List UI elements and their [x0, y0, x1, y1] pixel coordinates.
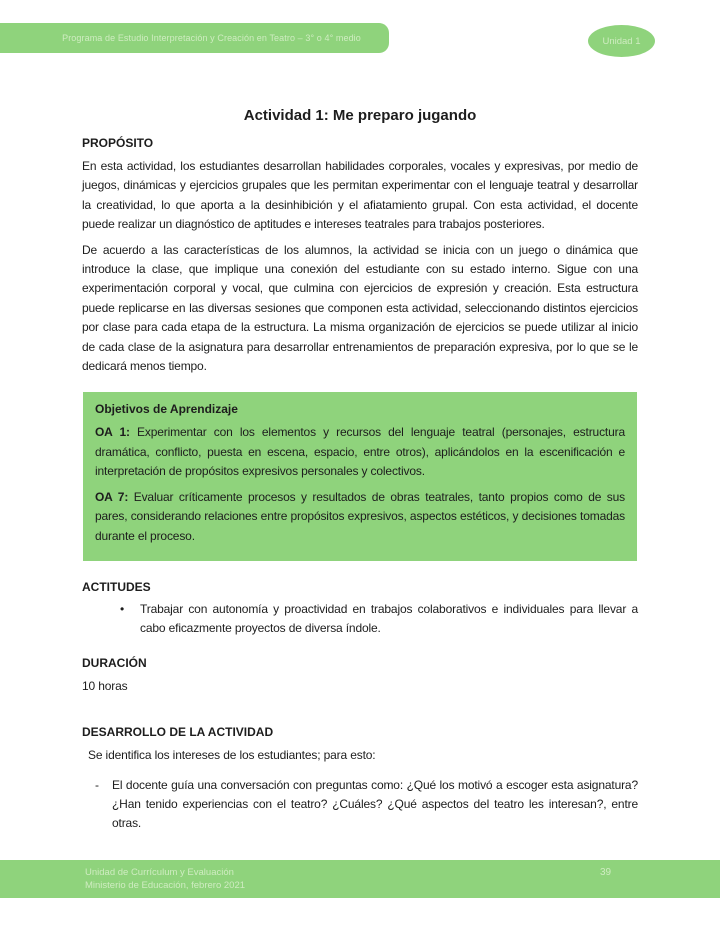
- footer-bar: [0, 860, 720, 898]
- actitudes-bullet-item: [82, 600, 638, 639]
- page-number: 39: [600, 867, 612, 878]
- oa-7-label: OA 7:: [95, 489, 129, 504]
- footer-line1: Unidad de Currículum y Evaluación: [85, 867, 234, 878]
- actitudes-heading: ACTITUDES: [82, 579, 151, 594]
- oa-item-1: [95, 423, 625, 481]
- oa-item-2: [95, 488, 625, 546]
- actitudes-bullet-text: Trabajar con autonomía y proactividad en trabajos colaborativos e individuales para llevar a cabo eficazmente proyectos de diversa índole.: [140, 601, 638, 636]
- desarrollo-intro: Se identifica los intereses de los estudiantes; para esto:: [88, 748, 376, 763]
- proposito-paragraph-1: En esta actividad, los estudiantes desarrollan habilidades corporales, vocales y expresivas, por medio de juegos, dinámicas y ejercicios grupales que les permitan experimentar con el lenguaje teatral y desarrollar la creatividad, lo que aporta a la desinhibición y el afiatamiento grupal. Con esta actividad, el docente puede realizar un diagnóstico de aptitudes e intereses teatrales para trabajos posteriores.: [82, 159, 638, 232]
- objetivos-heading: Objetivos de Aprendizaje: [95, 402, 238, 417]
- desarrollo-heading: DESARROLLO DE LA ACTIVIDAD: [82, 725, 274, 740]
- footer-text-block: [85, 866, 245, 892]
- desarrollo-dash-item: [82, 776, 638, 834]
- duracion-heading: DURACIÓN: [82, 655, 147, 670]
- oa-1-label: OA 1:: [95, 425, 130, 440]
- dash-icon: -: [95, 777, 99, 792]
- proposito-paragraph-2: De acuerdo a las características de los alumnos, la actividad se inicia con un juego o dinámica que introduce la clase, que implique una conexión del estudiante con su estado interno. Sigue con una experimentación corporal y vocal, que culmina con ejercicios de expresión y creación. Esta estructura puede replicarse en las diversas sesiones que componen esta actividad, seleccionando distintos ejercicios por clase para cada etapa de la estructura. La misma organización de ejercicios se puede utilizar al inicio de cada clase de la asignatura para desarrollar entrenamientos de preparación expresiva, por lo que se le dedicará menos tiempo.: [82, 242, 638, 374]
- duracion-value: 10 horas: [82, 678, 128, 693]
- oa-1-text: Experimentar con los elementos y recursos del lenguaje teatral (personajes, estructura dramática, conflicto, puesta en escena, espacio, entre otros), aplicándolos en la escenificación e interpretación de propósitos expresivos personales y colectivos.: [95, 425, 625, 479]
- oa-7-text: Evaluar críticamente procesos y resultados de obras teatrales, tanto propios como de sus pares, considerando relaciones entre propósitos expresivos, aspectos estéticos, y decisiones tomadas durante el proceso.: [95, 489, 626, 543]
- header-program-label: Programa de Estudio Interpretación y Creación en Teatro – 3° o 4° medio: [62, 33, 361, 43]
- desarrollo-dash-text: El docente guía una conversación con preguntas como: ¿Qué los motivó a escoger esta asignatura? ¿Han tenido experiencias con el teatro? ¿Cuáles? ¿Qué aspectos del teatro les interesan?, entre otras.: [112, 777, 638, 831]
- bullet-icon: •: [120, 601, 125, 616]
- activity-title: Actividad 1: Me preparo jugando: [243, 107, 477, 124]
- page-content: [82, 0, 641, 834]
- proposito-heading: PROPÓSITO: [82, 136, 154, 150]
- footer-line2: Ministerio de Educación, febrero 2021: [85, 880, 246, 891]
- objetivos-box: [83, 392, 637, 560]
- unit-badge-label: Unidad 1: [602, 35, 641, 47]
